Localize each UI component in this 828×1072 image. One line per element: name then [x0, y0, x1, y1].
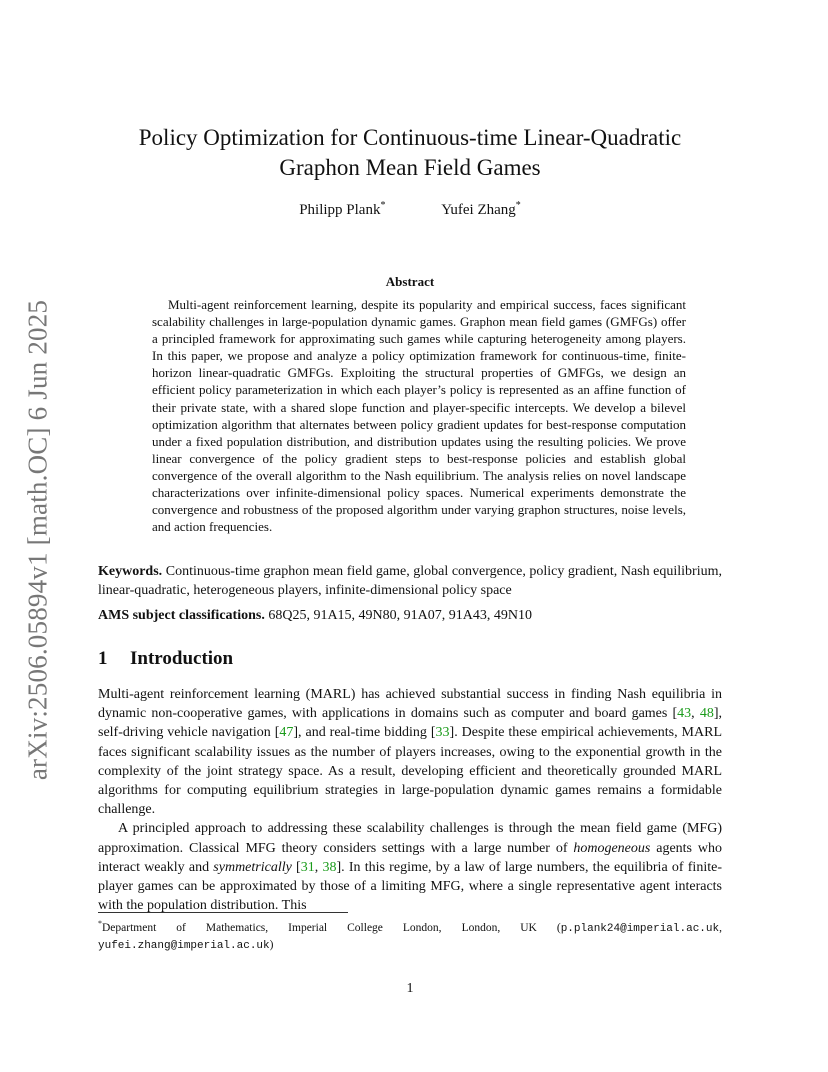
email-link-2[interactable]: yufei.zhang@imperial.ac.uk — [98, 939, 270, 952]
footnote-separator: , — [719, 921, 722, 934]
footnote-affiliation: Department of Mathematics, Imperial College London, London, UK ( — [102, 921, 561, 934]
intro-p1-text-2: , — [691, 706, 700, 722]
ams-text: 68Q25, 91A15, 49N80, 91A07, 91A43, 49N10 — [268, 608, 532, 623]
title-line-2: Graphon Mean Field Games — [279, 155, 541, 180]
keywords-label: Keywords. — [98, 564, 163, 579]
intro-paragraph-1 — [98, 685, 722, 819]
intro-p2-text-4: , — [314, 859, 323, 875]
intro-paragraph-2 — [98, 819, 722, 915]
email-link-1[interactable]: p.plank24@imperial.ac.uk — [560, 922, 720, 935]
author-2 — [441, 200, 521, 219]
title-line-1: Policy Optimization for Continuous-time Linear-Quadratic — [138, 125, 682, 150]
ams-label: AMS subject classifications. — [98, 608, 265, 623]
citation-link[interactable]: 31 — [300, 859, 315, 875]
section-title: Introduction — [130, 648, 234, 669]
footnote-divider — [98, 912, 348, 913]
citation-link[interactable]: 47 — [279, 725, 294, 741]
section-number: 1 — [98, 648, 108, 669]
author-1-name: Philipp Plank — [299, 202, 381, 218]
paper-title — [98, 123, 722, 183]
abstract-heading: Abstract — [385, 274, 435, 289]
author-2-mark: * — [515, 200, 521, 211]
citation-link[interactable]: 48 — [699, 706, 714, 722]
intro-p2-text-3: [ — [291, 859, 301, 875]
citation-link[interactable]: 33 — [435, 725, 450, 741]
ams-classifications-block — [98, 606, 722, 625]
author-1-mark: * — [380, 200, 386, 211]
intro-p2-text-2: agents who interact weakly and — [98, 840, 722, 875]
arxiv-identifier-stamp — [12, 290, 64, 790]
intro-p2-text-5: ]. In this regime, by a law of large numbers, the equilibria of finite-player games can be approximated by those of a limiting MFG, where a single representative agent interacts with the population distribution. This — [98, 859, 722, 914]
author-1 — [299, 200, 385, 219]
keywords-text: Continuous-time graphon mean field game, global convergence, policy gradient, Nash equilibrium, linear-quadratic, heterogeneous players, infinite-dimensional policy space — [98, 564, 722, 598]
section-heading — [98, 648, 233, 670]
citation-link[interactable]: 43 — [677, 706, 692, 722]
intro-p1-text-5: ]. Despite these empirical achievements, MARL faces significant scalability issues as the number of players increases, owing to the exponential growth in the complexity of the joint strategy space. As a result, developing efficient and theoretically grounded MARL algorithms for computing equilibrium strategies in large-population dynamic games remains a formidable challenge. — [98, 725, 723, 818]
author-2-name: Yufei Zhang — [441, 202, 516, 218]
footnote — [98, 916, 722, 954]
intro-p2-text-1: A principled approach to addressing these scalability challenges is through the mean field game (MFG) approximation. Classical MFG theory considers settings with a large number of — [98, 821, 722, 856]
keywords-block — [98, 562, 722, 600]
footnote-mark: * — [98, 919, 102, 928]
abstract-text: Multi-agent reinforcement learning, despite its popularity and empirical success, faces significant scalability challenges in large-population dynamic games. Graphon mean field games (GMFGs) offer a principled framework for approximating such games while capturing heterogeneity among players. In this paper, we propose and analyze a policy optimization framework for continuous-time, finite-horizon linear-quadratic GMFGs. Exploiting the structural properties of GMFGs, we design an efficient policy parameterization in which each player’s policy is represented as an affine function of their private state, with a shared slope function and player-specific intercepts. We develop a bilevel optimization algorithm that alternates between policy gradient updates for best-response computation under a fixed population distribution, and distribution updates using the resulting policies. We prove linear convergence of the policy gradient steps to best-response policies and establish global convergence of the overall algorithm to the Nash equilibrium. The analysis relies on novel landscape characterizations over infinite-dimensional policy spaces. Numerical experiments demonstrate the convergence and robustness of the proposed algorithm under varying graphon structures, noise levels, and action frequencies. — [152, 297, 686, 535]
arxiv-id-text: arXiv:2506.05894v1 [math.OC] 6 Jun 2025 — [22, 299, 53, 781]
citation-link[interactable]: 38 — [322, 859, 337, 875]
author-list — [98, 200, 722, 219]
introduction-body — [98, 685, 722, 915]
intro-p2-emphasis-1: homogeneous — [573, 840, 651, 856]
intro-p1-text-1: Multi-agent reinforcement learning (MARL) has achieved substantial success in finding Nash equilibria in dynamic non-cooperative games, with applications in domains such as computer and board games [ — [98, 687, 722, 722]
footnote-close: ) — [269, 938, 274, 951]
intro-p1-text-3: ], self-driving vehicle navigation [ — [98, 706, 723, 741]
page-number: 1 — [406, 981, 414, 996]
intro-p1-text-4: ], and real-time bidding [ — [293, 725, 436, 741]
intro-p2-emphasis-2: symmetrically — [213, 859, 292, 875]
